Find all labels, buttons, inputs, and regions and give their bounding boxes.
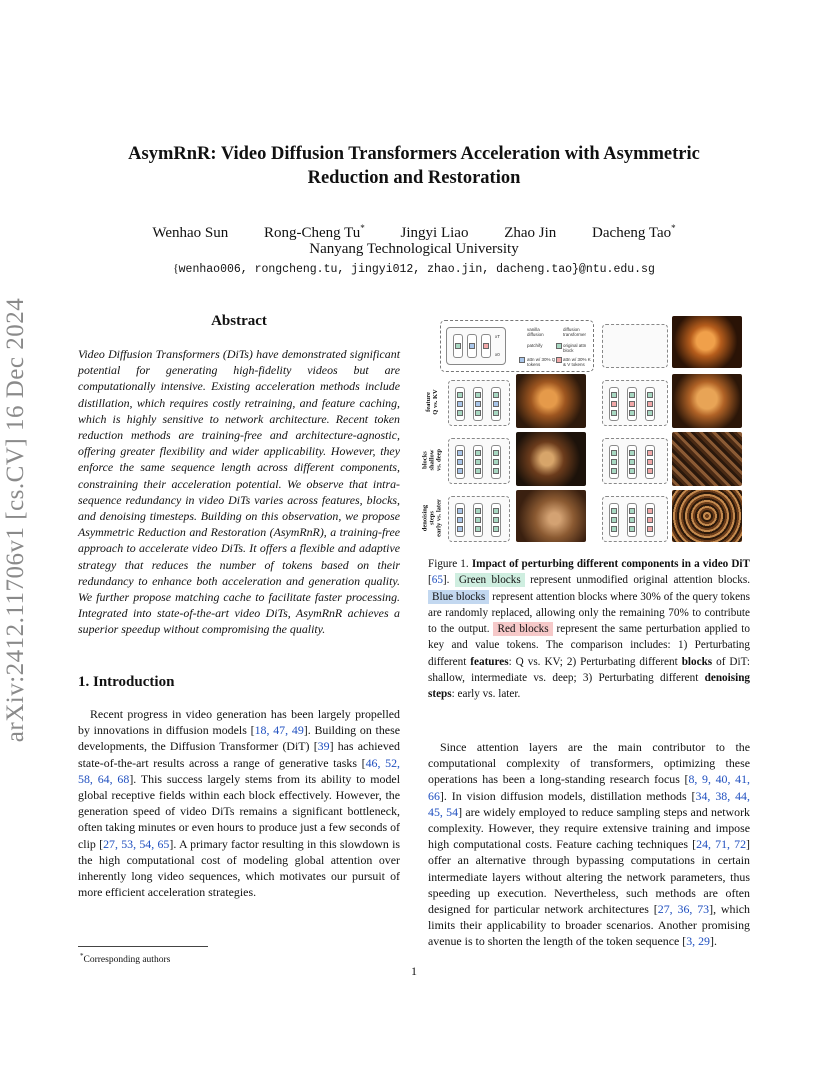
attention-block-cell <box>475 508 481 514</box>
attention-block-cell <box>457 401 463 407</box>
attention-block-cell <box>475 450 481 456</box>
author: Wenhao Sun <box>152 225 229 241</box>
section-heading-introduction: 1. Introduction <box>78 674 175 690</box>
attention-block-column <box>609 503 619 537</box>
attention-block-cell <box>629 410 635 416</box>
attention-block-cell <box>611 450 617 456</box>
attention-block-column <box>491 503 501 537</box>
abstract-heading: Abstract <box>211 313 267 329</box>
attention-block-cell <box>493 508 499 514</box>
attention-block-cell <box>493 410 499 416</box>
attention-block-cell <box>647 508 653 514</box>
citation-link[interactable]: 34, 38, 44, 45, 54 <box>428 788 750 819</box>
green-blocks-label: Green blocks <box>455 573 525 587</box>
attention-block-cell <box>629 392 635 398</box>
attention-block-column <box>627 445 637 479</box>
citation-link[interactable]: 24, 71, 72 <box>696 837 747 852</box>
author: Jingyi Liao <box>400 225 469 241</box>
citation-link[interactable]: 65 <box>431 574 443 587</box>
attention-block-cell <box>647 526 653 532</box>
attention-block-column <box>455 503 465 537</box>
attention-block-cell <box>629 526 635 532</box>
attention-block-cell <box>457 508 463 514</box>
reference-blocks <box>602 324 668 368</box>
attention-block-cell <box>647 401 653 407</box>
attention-block-cell <box>493 526 499 532</box>
attention-block-column <box>473 503 483 537</box>
attention-block-cell <box>493 450 499 456</box>
attention-block-cell <box>457 517 463 523</box>
attention-block-cell <box>611 401 617 407</box>
attention-block-column <box>473 387 483 421</box>
right-column-paragraph: Since attention layers are the main contributor to the computational complexity of transformers, optimizing these operations has been a long-standing research focus [8, 9, 40, 41, 66]. In vision diffusion models, distillation methods [34, 38, 44, 45, 54] are widely employed to reduce sampling steps and network complexity. However, they require extensive training and impose high computational costs. Feature caching techniques [24, 71, 72] offer an alternative through bypassing computations in certain intermediate layers without altering the network parameters, thus speeding up execution. Nevertheless, such methods are often designed for particular network architectures [27, 36, 73], which limits their applicability to broader scenarios. Another promising avenue is to shorten the length of the token sequence [3, 29]. <box>428 740 751 949</box>
citation-link[interactable]: 27, 53, 54, 65 <box>103 836 170 851</box>
attention-block-cell <box>629 401 635 407</box>
attention-block-column <box>645 387 655 421</box>
attention-block-cell <box>493 401 499 407</box>
footnote-rule <box>78 946 208 947</box>
attention-block-cell <box>647 392 653 398</box>
attention-block-column <box>455 387 465 421</box>
attention-block-cell <box>475 468 481 474</box>
blue-blocks-label: Blue blocks <box>428 590 489 604</box>
result-image <box>672 432 742 486</box>
attention-block-cell <box>493 392 499 398</box>
reference-image-cat <box>672 316 742 368</box>
abstract-text: Video Diffusion Transformers (DiTs) have demonstrated significant potential for generating high-fidelity videos but are computationally intensive. Existing acceleration methods include distillation, which requires costly retraining, and feature caching, which is highly sensitive to network architecture. Recent token reduction methods are training-free and architecture-agnostic, offering greater flexibility and wider applicability. However, they enforce the same sequence length across different components, constraining their acceleration potential. We observe that intra-sequence redundancy in video DiTs varies across features, blocks, and denoising timesteps. Building on this observation, we propose Asymmetric Reduction and Restoration (AsymRnR), a training-free approach to accelerate video DiTs. It offers a flexible and adaptive strategy that reduces the number of tokens based on their redundancy to enhance both acceleration and generation quality. We further propose matching cache to facilitate faster processing. Integrated into state-of-the-art video DiTs, AsymRnR achieves a superior speedup without compromising the quality. <box>78 347 400 637</box>
attention-block-cell <box>629 450 635 456</box>
blocks-panel <box>602 438 668 484</box>
citation-link[interactable]: 27, 36, 73 <box>657 902 710 917</box>
attention-block-cell <box>457 450 463 456</box>
attention-block-cell <box>475 459 481 465</box>
attention-block-cell <box>647 517 653 523</box>
attention-block-cell <box>493 517 499 523</box>
citation-link[interactable]: 39 <box>317 739 330 754</box>
attention-block-column <box>645 503 655 537</box>
attention-block-cell <box>457 410 463 416</box>
attention-block-cell <box>475 401 481 407</box>
blocks-panel <box>448 380 510 426</box>
attention-block-cell <box>629 459 635 465</box>
attention-block-cell <box>611 517 617 523</box>
attention-block-cell <box>629 517 635 523</box>
attention-block-column <box>491 387 501 421</box>
attention-block-cell <box>611 459 617 465</box>
red-blocks-label: Red blocks <box>493 622 552 636</box>
affiliation: Nanyang Technological University <box>309 241 519 257</box>
attention-block-cell <box>457 468 463 474</box>
intro-paragraph: Recent progress in video generation has been largely propelled by innovations in diffusion models [18, 47, 49]. Building on these developments, the Diffusion Transformer (DiT) [39] has achieved state-of-the-art results across a range of generative tasks [46, 52, 58, 64, 68]. This success largely stems from its ability to model global receptive fields within each block effectively. However, the generation speed of video DiTs remains a significant bottleneck, often taking minutes or even hours to produce just a few seconds of clip [27, 53, 54, 65]. A primary factor resulting in this slowdown is the high computational cost of modeling global attention over inherently long video sequences, which motivates our pursuit of more efficient acceleration strategies. <box>78 707 401 900</box>
attention-block-cell <box>611 508 617 514</box>
page-number: 1 <box>411 964 417 978</box>
author: Dacheng Tao* <box>592 223 676 241</box>
attention-block-cell <box>493 459 499 465</box>
result-image <box>672 490 742 542</box>
footnote: *Corresponding authors <box>80 952 171 965</box>
attention-block-cell <box>629 468 635 474</box>
attention-block-column <box>609 445 619 479</box>
author-emails: {wenhao006, rongcheng.tu, jingyi012, zhao.jin, dacheng.tao}@ntu.edu.sg <box>173 263 655 276</box>
attention-block-cell <box>647 410 653 416</box>
figure-legend-panel: xT x0 vanilla diffusion diffusion transformer patchify original attn block attn w/ 30% Q tokens attn w/ 30% K & V tokens <box>440 320 594 372</box>
author: Rong-Cheng Tu* <box>264 223 365 241</box>
attention-block-cell <box>611 468 617 474</box>
attention-block-cell <box>493 468 499 474</box>
attention-block-cell <box>611 410 617 416</box>
attention-block-cell <box>647 459 653 465</box>
attention-block-column <box>627 503 637 537</box>
citation-link[interactable]: 18, 47, 49 <box>254 723 304 738</box>
result-image <box>516 432 586 486</box>
attention-block-cell <box>457 392 463 398</box>
result-image <box>516 490 586 542</box>
attention-block-cell <box>475 392 481 398</box>
dit-overview-diagram: xT x0 <box>446 327 506 365</box>
attention-block-column <box>455 445 465 479</box>
attention-block-column <box>609 387 619 421</box>
attention-block-cell <box>629 508 635 514</box>
attention-block-cell <box>475 526 481 532</box>
figure-1: xT x0 vanilla diffusion diffusion transformer patchify original attn block attn w/ 30% Q tokens attn w/ 30% K & V tokens feature Q vs. KV blocks shallow vs. deep denoising steps early vs. later <box>424 310 754 542</box>
attention-block-column <box>491 445 501 479</box>
attention-block-column <box>473 445 483 479</box>
attention-block-cell <box>647 468 653 474</box>
citation-link[interactable]: 8, 9, 40, 41, 66 <box>428 772 751 803</box>
blocks-panel <box>602 496 668 542</box>
author: Zhao Jin <box>504 225 557 241</box>
citation-link[interactable]: 3, 29 <box>686 934 710 949</box>
result-image <box>516 374 586 428</box>
attention-block-column <box>645 445 655 479</box>
attention-block-column <box>627 387 637 421</box>
attention-block-cell <box>647 450 653 456</box>
attention-block-cell <box>611 392 617 398</box>
citation-link[interactable]: 46, 52, 58, 64, 68 <box>78 755 401 786</box>
attention-block-cell <box>457 526 463 532</box>
attention-block-cell <box>611 526 617 532</box>
attention-block-cell <box>475 410 481 416</box>
attention-block-cell <box>475 517 481 523</box>
result-image <box>672 374 742 428</box>
blocks-panel <box>448 438 510 484</box>
blocks-panel <box>602 380 668 426</box>
attention-block-cell <box>457 459 463 465</box>
figure-caption: Figure 1. Impact of perturbing different components in a video DiT [65]. Green blocks represent unmodified original attention blocks. Blue blocks represent attention blocks where 30% of the query tokens are randomly replaced, allowing only the remaining 70% to contribute to the output. Red blocks represent the same perturbation applied to key and value tokens. The comparison includes: 1) Perturbating different features: Q vs. KV; 2) Perturbating different blocks of DiT: shallow, intermediate vs. deep; 3) Perturbating different denoising steps: early vs. later. <box>428 558 751 701</box>
blocks-panel <box>448 496 510 542</box>
paper-title: AsymRnR: Video Diffusion Transformers Acceleration with Asymmetric Reduction and Restoration <box>128 144 700 188</box>
